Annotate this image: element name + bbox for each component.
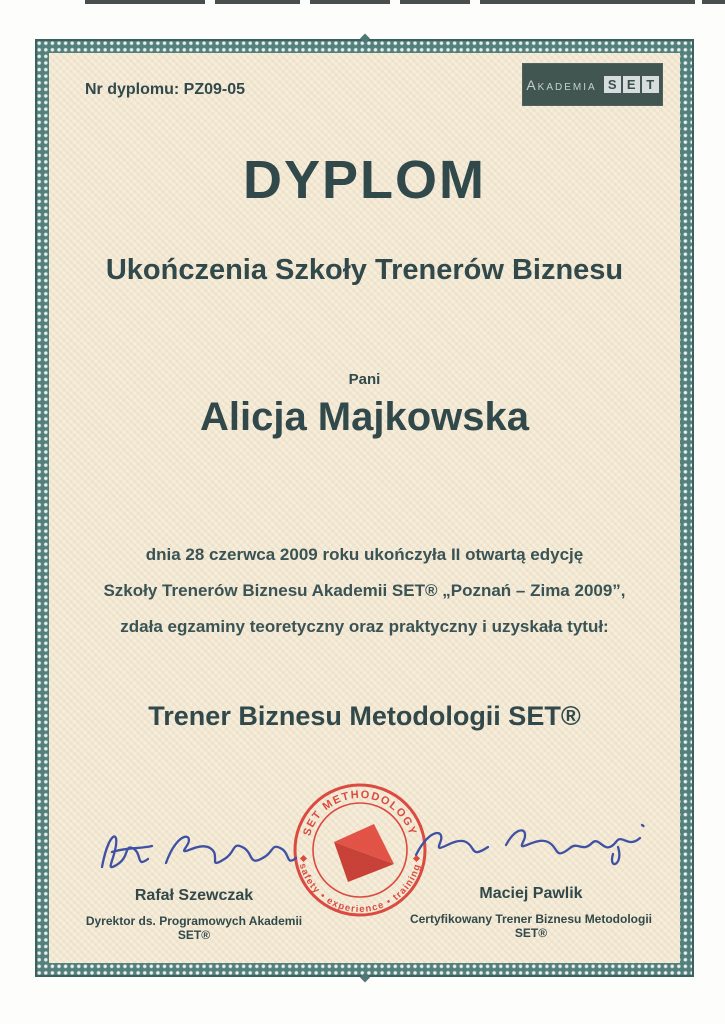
diploma-number-value: PZ09-05 bbox=[183, 81, 246, 98]
signatory-right bbox=[399, 809, 663, 940]
scan-artifact bbox=[215, 0, 300, 4]
akademia-set-logo bbox=[523, 64, 662, 105]
scan-artifact bbox=[480, 0, 695, 4]
signature-rafal-szewczak bbox=[88, 821, 300, 885]
signatory-name: Rafał Szewczak bbox=[134, 887, 254, 904]
body-paragraph bbox=[49, 537, 680, 645]
diploma-subtitle: Ukończenia Szkoły Trenerów Biznesu bbox=[105, 254, 624, 286]
border-finial-bottom bbox=[360, 973, 370, 983]
logo-wordmark: Akademia bbox=[526, 76, 597, 93]
signatory-name: Maciej Pawlik bbox=[479, 885, 583, 902]
scan-artifact bbox=[310, 0, 390, 4]
body-line-1: dnia 28 czerwca 2009 roku ukończyła II otwartą edycję bbox=[145, 545, 584, 564]
scan-artifact bbox=[400, 0, 470, 4]
salutation: Pani bbox=[348, 371, 381, 388]
signatory-role: Certyfikowany Trener Biznesu Metodologii SET® bbox=[409, 912, 653, 940]
award-title: Trener Biznesu Metodologii SET® bbox=[148, 701, 581, 731]
certificate-ornamental-border bbox=[36, 40, 693, 976]
stamp-bottom-text: safety • experience • training bbox=[296, 862, 424, 916]
logo-letter-t: T bbox=[642, 76, 659, 93]
body-line-2: Szkoły Trenerów Biznesu Akademii SET® „Poznań – Zima 2009”, bbox=[103, 581, 626, 600]
diploma-title: DYPLOM bbox=[242, 150, 486, 210]
signatory-role: Dyrektor ds. Programowych Akademii SET® bbox=[85, 914, 303, 942]
diploma-number-label: Nr dyplomu: bbox=[85, 81, 180, 98]
diploma-number bbox=[85, 81, 245, 99]
signatory-left bbox=[77, 821, 311, 942]
scan-artifact bbox=[702, 0, 725, 4]
scan-artifact bbox=[85, 0, 205, 4]
certificate bbox=[49, 53, 680, 963]
logo-set-squares bbox=[604, 76, 659, 93]
signature-maciej-pawlik bbox=[410, 809, 652, 883]
logo-letter-s: S bbox=[604, 76, 621, 93]
logo-letter-e: E bbox=[623, 76, 640, 93]
body-line-3: zdała egzaminy teoretyczny oraz praktyczny i uzyskała tytuł: bbox=[120, 617, 609, 636]
border-finial-top bbox=[360, 34, 370, 44]
recipient-name: Alicja Majkowska bbox=[199, 395, 530, 439]
stamp-top-text: SET METHODOLOGY bbox=[301, 788, 419, 838]
